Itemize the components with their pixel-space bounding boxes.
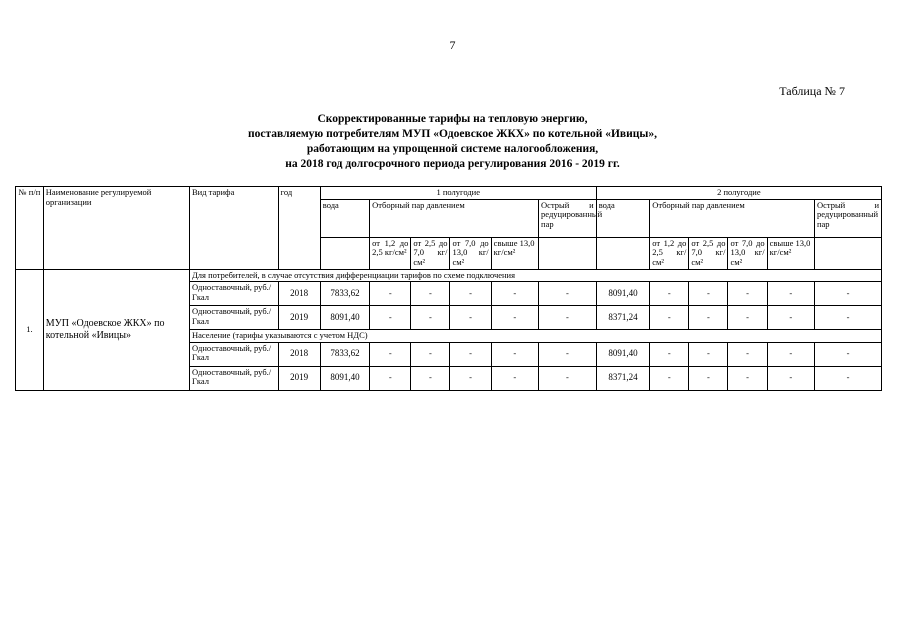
title-line: на 2018 год долгосрочного периода регулирования 2016 - 2019 гг. (285, 158, 620, 170)
year-cell: 2019 (278, 366, 320, 390)
title-line: работающим на упрощенной системе налогообложения, (306, 143, 599, 155)
header-pressure-2: от 2,5 до 7,0 кг/см² (411, 237, 450, 269)
year-cell: 2019 (278, 306, 320, 330)
dash-cell: - (728, 306, 767, 330)
dash-cell: - (411, 282, 450, 306)
title-line: поставляемую потребителям МУП «Одоевское ЖКХ» по котельной «Ивицы», (247, 128, 657, 140)
header-steam-h1: Отборный пар давлением (370, 199, 539, 237)
dash-cell: - (767, 342, 814, 366)
header-sharp-steam-h2: Острый и редуцированный пар (814, 199, 881, 237)
header-pressure-4: свыше 13,0 кг/см² (491, 237, 538, 269)
year-cell: 2018 (278, 282, 320, 306)
water-h1-cell: 8091,40 (320, 366, 369, 390)
dash-cell: - (689, 306, 728, 330)
dash-cell: - (767, 366, 814, 390)
year-cell: 2018 (278, 342, 320, 366)
empty-cell (539, 237, 597, 269)
dash-cell: - (411, 342, 450, 366)
header-num: № п/п (16, 187, 44, 270)
dash-cell: - (814, 366, 881, 390)
dash-cell: - (814, 342, 881, 366)
water-h1-cell: 7833,62 (320, 282, 369, 306)
dash-cell: - (370, 342, 411, 366)
dash-cell: - (539, 366, 597, 390)
dash-cell: - (491, 342, 538, 366)
dash-cell: - (370, 366, 411, 390)
dash-cell: - (814, 306, 881, 330)
tariff-table (15, 186, 882, 391)
header-pressure-1: от 1,2 до 2,5 кг/см² (650, 237, 689, 269)
tariff-type-cell: Одноставочный, руб./Гкал (190, 306, 279, 330)
header-year: год (278, 187, 320, 270)
dash-cell: - (814, 282, 881, 306)
empty-cell (320, 237, 369, 269)
dash-cell: - (539, 306, 597, 330)
header-pressure-3: от 7,0 до 13,0 кг/см² (728, 237, 767, 269)
dash-cell: - (689, 282, 728, 306)
tariff-type-cell: Одноставочный, руб./Гкал (190, 282, 279, 306)
tariff-type-cell: Одноставочный, руб./Гкал (190, 342, 279, 366)
header-pressure-2: от 2,5 до 7,0 кг/см² (689, 237, 728, 269)
header-water-h2: вода (596, 199, 650, 237)
section-heading: Население (тарифы указываются с учетом НДС) (190, 330, 882, 343)
dash-cell: - (650, 306, 689, 330)
document-title (0, 112, 905, 172)
empty-cell (814, 237, 881, 269)
dash-cell: - (650, 342, 689, 366)
dash-cell: - (689, 366, 728, 390)
water-h2-cell: 8091,40 (596, 282, 650, 306)
dash-cell: - (728, 366, 767, 390)
header-pressure-1: от 1,2 до 2,5 кг/см² (370, 237, 411, 269)
header-water-h1: вода (320, 199, 369, 237)
dash-cell: - (728, 282, 767, 306)
dash-cell: - (689, 342, 728, 366)
dash-cell: - (491, 282, 538, 306)
row-number: 1. (16, 269, 44, 390)
header-tariff-type: Вид тарифа (190, 187, 279, 270)
page-number: 7 (449, 38, 456, 52)
dash-cell: - (450, 366, 491, 390)
header-sharp-steam-h1: Острый и редуцированный пар (539, 199, 597, 237)
table-label: Таблица № 7 (779, 84, 845, 98)
tariff-type-cell: Одноставочный, руб./Гкал (190, 366, 279, 390)
water-h2-cell: 8371,24 (596, 366, 650, 390)
empty-cell (596, 237, 650, 269)
section-heading: Для потребителей, в случае отсутствия дифференциации тарифов по схеме подключения (190, 269, 882, 282)
dash-cell: - (411, 306, 450, 330)
dash-cell: - (450, 282, 491, 306)
water-h2-cell: 8371,24 (596, 306, 650, 330)
dash-cell: - (767, 282, 814, 306)
header-half-1: 1 полугодие (320, 187, 596, 200)
dash-cell: - (491, 366, 538, 390)
header-org: Наименование регулируемой организации (43, 187, 189, 270)
dash-cell: - (728, 342, 767, 366)
dash-cell: - (411, 366, 450, 390)
dash-cell: - (767, 306, 814, 330)
water-h1-cell: 8091,40 (320, 306, 369, 330)
dash-cell: - (650, 282, 689, 306)
organization-name: МУП «Одоевское ЖКХ» по котельной «Ивицы» (43, 269, 189, 390)
header-pressure-3: от 7,0 до 13,0 кг/см² (450, 237, 491, 269)
water-h1-cell: 7833,62 (320, 342, 369, 366)
dash-cell: - (450, 342, 491, 366)
dash-cell: - (370, 306, 411, 330)
dash-cell: - (491, 306, 538, 330)
dash-cell: - (450, 306, 491, 330)
title-line: Скорректированные тарифы на тепловую энергию, (317, 113, 588, 125)
dash-cell: - (370, 282, 411, 306)
header-pressure-4: свыше 13,0 кг/см² (767, 237, 814, 269)
water-h2-cell: 8091,40 (596, 342, 650, 366)
header-half-2: 2 полугодие (596, 187, 881, 200)
dash-cell: - (539, 282, 597, 306)
header-steam-h2: Отборный пар давлением (650, 199, 815, 237)
dash-cell: - (539, 342, 597, 366)
dash-cell: - (650, 366, 689, 390)
